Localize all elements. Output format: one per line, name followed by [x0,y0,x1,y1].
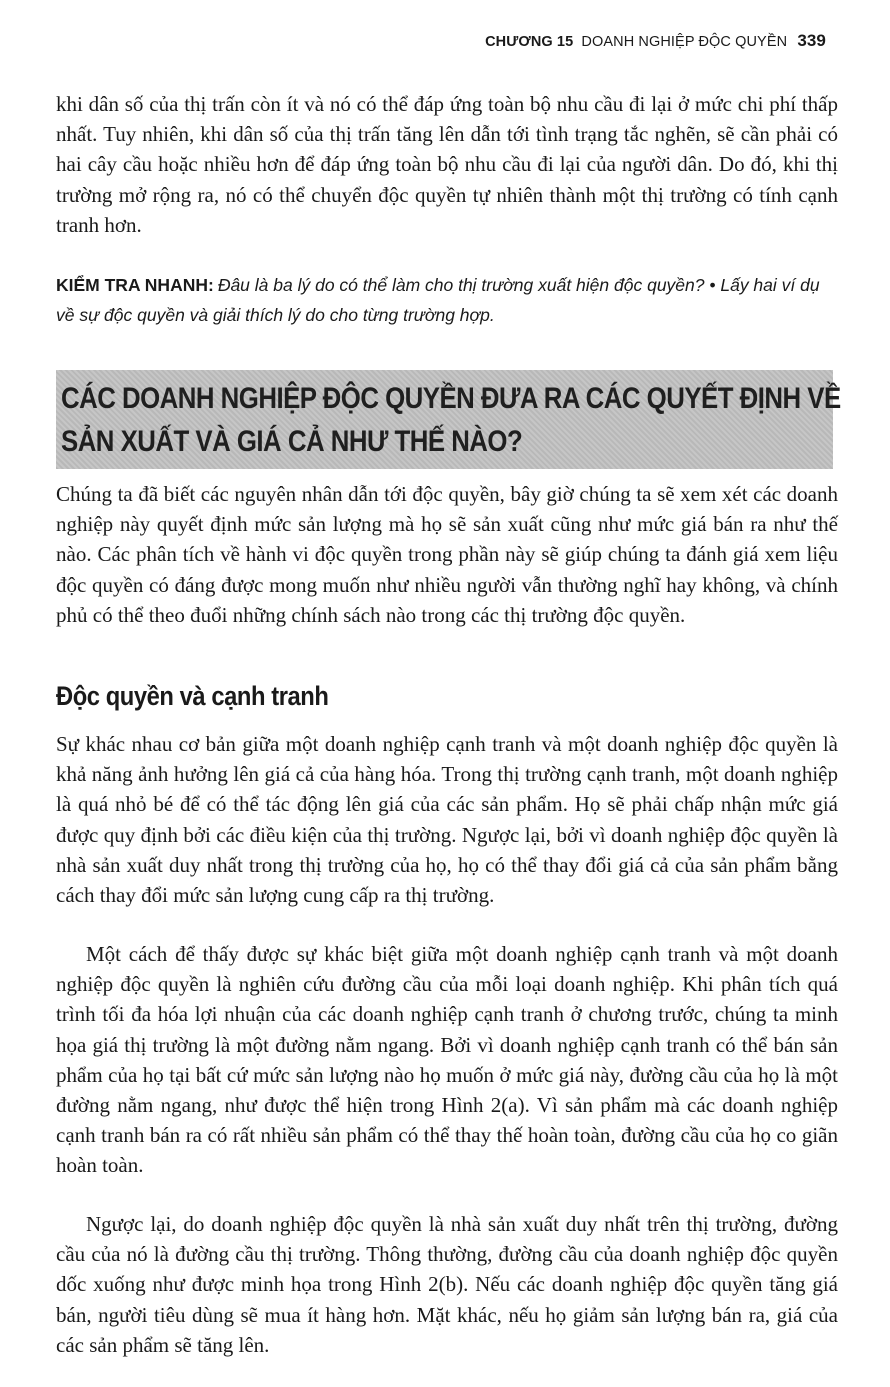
page-number: 339 [797,31,826,50]
quick-check-text: Đâu là ba lý do có thể làm cho thị trường xuất hiện độc quyền? • Lấy hai ví dụ về sự độc quyền và giải thích lý do cho từng trường hợp. [56,275,820,325]
quick-check-label: KIỂM TRA NHANH: [56,275,214,295]
body-paragraph-1: Sự khác nhau cơ bản giữa một doanh nghiệp cạnh tranh và một doanh nghiệp độc quyền là khả năng ảnh hưởng lên giá cả của hàng hóa. Trong thị trường cạnh tranh, một doanh nghiệp là quá nhỏ bé để có thể tác động lên giá của các sản phẩm. Họ sẽ phải chấp nhận mức giá được quy định bởi các điều kiện của thị trường. Ngược lại, bởi vì doanh nghiệp độc quyền là nhà sản xuất duy nhất trong thị trường của họ, họ có thể thay đổi giá cả của sản phẩm bằng cách thay đổi mức sản lượng cung cấp ra thị trường. [56,732,838,908]
section-heading [61,377,841,463]
body-paragraph-2: Một cách để thấy được sự khác biệt giữa một doanh nghiệp cạnh tranh và một doanh nghiệp độc quyền là nghiên cứu đường cầu của mỗi loại doanh nghiệp. Khi phân tích quá trình tối đa hóa lợi nhuận của các doanh nghiệp cạnh tranh ở chương trước, chúng ta minh họa giá thị trường là một đường nằm ngang. Bởi vì doanh nghiệp cạnh tranh có thể bán sản phẩm của họ tại bất cứ mức sản lượng nào họ muốn ở mức giá này, đường cầu của họ là một đường nằm ngang, như được thể hiện trong Hình 2(a). Vì sản phẩm mà các doanh nghiệp cạnh tranh bán ra có rất nhiều sản phẩm có thể thay thế hoàn toàn, đường cầu của họ co giãn hoàn toàn. [56,942,838,1178]
running-header [485,31,826,51]
chapter-label: CHƯƠNG 15 [485,34,574,50]
quick-check-box [56,270,838,330]
section-heading-line-2: SẢN XUẤT VÀ GIÁ CẢ NHƯ THẾ NÀO? [61,425,523,458]
intro-paragraph: khi dân số của thị trấn còn ít và nó có thể đáp ứng toàn bộ nhu cầu đi lại ở mức chi phí thấp nhất. Tuy nhiên, khi dân số của thị trấn tăng lên dẫn tới tình trạng tắc nghẽn, sẽ cần phải có hai cây cầu hoặc nhiều hơn để đáp ứng toàn bộ nhu cầu đi lại của người dân. Do đó, khi thị trường mở rộng ra, nó có thể chuyển độc quyền tự nhiên thành một thị trường có tính cạnh tranh hơn. [56,92,838,237]
section-heading-banner [56,370,841,469]
section-heading-line-1: CÁC DOANH NGHIỆP ĐỘC QUYỀN ĐƯA RA CÁC QUYẾT ĐỊNH VỀ [61,382,841,415]
subsection-heading: Độc quyền và cạnh tranh [56,681,329,711]
body-paragraph-3: Ngược lại, do doanh nghiệp độc quyền là nhà sản xuất duy nhất trên thị trường, đường cầu của nó là đường cầu thị trường. Thông thường, đường cầu của doanh nghiệp độc quyền dốc xuống như được minh họa trong Hình 2(b). Nếu các doanh nghiệp độc quyền tăng giá bán, người tiêu dùng sẽ mua ít hàng hơn. Mặt khác, nếu họ giảm sản lượng bán ra, giá của các sản phẩm sẽ tăng lên. [56,1212,838,1357]
section-intro-paragraph: Chúng ta đã biết các nguyên nhân dẫn tới độc quyền, bây giờ chúng ta sẽ xem xét các doanh nghiệp này quyết định mức sản lượng mà họ sẽ sản xuất cũng như mức giá bán ra như thế nào. Các phân tích về hành vi độc quyền trong phần này sẽ giúp chúng ta đánh giá xem liệu độc quyền có đáng được mong muốn như nhiều người vẫn thường nghĩ hay không, và chính phủ có thể theo đuổi những chính sách nào trong các thị trường độc quyền. [56,482,838,627]
chapter-title: DOANH NGHIỆP ĐỘC QUYỀN [581,34,788,50]
